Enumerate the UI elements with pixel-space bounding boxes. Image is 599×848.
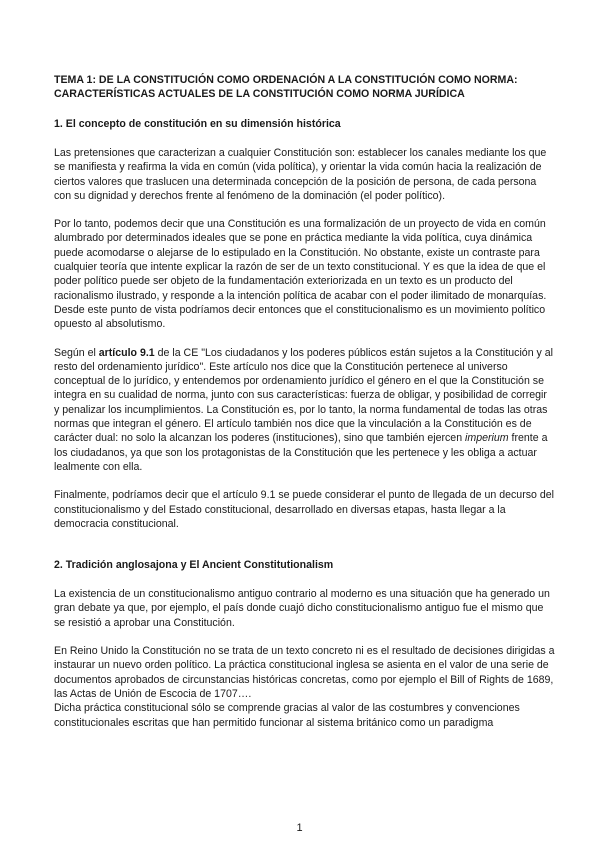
section-1-heading: 1. El concepto de constitución en su dimensión histórica <box>54 118 341 130</box>
section-2-paragraph-2: En Reino Unido la Constitución no se trata de un texto concreto ni es el resultado de decisiones dirigidas a instaurar un nuevo orden político. La práctica constitucional inglesa se asienta en el valor de una serie de documentos aprobados de circunstancias históricas concretas, como por ejemplo el Bill of Rights de 1689, las Actas de Unión de Escocia de 1707…. <box>54 645 555 700</box>
section-1-paragraph-1: Las pretensiones que caracterizan a cualquier Constitución son: establecer los canales mediante los que se manifiesta y reafirma la vida en común (vida política), y orientar la vida común hacia la realización de ciertos valores que traslucen una determinada concepción de la posición de persona, de cada persona con su dignidad y derechos frente al fenómeno de la dominación (el poder político). <box>54 147 547 202</box>
p3-body-text: de la CE "Los ciudadanos y los poderes públicos están sujetos a la Constitución y al resto del ordenamiento jurídico". Este artículo nos dice que la Constitución pertenece al universo conceptual de lo jurídico, y entendemos por ordenamiento jurídico el género en el que la Constitución se integra en su cualidad de norma, junto con sus características: fuerza de obligar, y posibilidad de corregir y penalizar los incumplimientos. La Constitución es, por lo tanto, la norma fundamental de todas las otras normas que integran el género. El artículo también nos dice que la vinculación a la Constitución es de carácter dual: no solo la alcanzan los poderes (instituciones), sino que también ejercen <box>54 346 554 445</box>
section-2-heading: 2. Tradición anglosajona y El Ancient Constitutionalism <box>54 559 334 572</box>
p3-closing-text: frente a los ciudadanos, ya que son los protagonistas de la Constitución que les pertenece y les obliga a actuar lealmente con ella. <box>54 432 548 473</box>
section-1-paragraph-3 <box>54 346 555 475</box>
section-2-paragraph-1: La existencia de un constitucionalismo antiguo contrario al moderno es una situación que ha generado un gran debate ya que, por ejemplo, el país donde cuajó dicho constitucionalismo antiguo fue el mismo que se resistió a aprobar una Constitución. <box>54 588 550 629</box>
section-2-paragraph-3: Dicha práctica constitucional sólo se comprende gracias al valor de las costumbres y convenciones constitucionales escritas que han permitido funcionar al sistema británico como un paradigma <box>54 702 520 729</box>
document-title <box>54 73 555 101</box>
section-1-paragraph-2: Por lo tanto, podemos decir que una Constitución es una formalización de un proyecto de vida en común alumbrado por determinados ideales que se pone en práctica mediante la vida política, cuya dinámica puede acomodarse o alejarse de lo estipulado en la Constitución. No obstante, existe un contraste para cualquier teoría que intente explicar la razón de ser de un texto constitucional. Y es que la idea de que el poder político puede ser objeto de la fundamentación exteriorizada en un texto es un producto del racionalismo ilustrado, y responde a la intención política de acabar con el poder ilimitado de monarquías. Desde este punto de vista podríamos decir entonces que el constitucionalismo es un movimiento político opuesto al absolutismo. <box>54 218 547 331</box>
article-reference: artículo 9.1 <box>98 346 155 359</box>
page-number: 1 <box>296 822 303 834</box>
title-line-2: CARACTERÍSTICAS ACTUALES DE LA CONSTITUCIÓN COMO NORMA JURÍDICA <box>54 88 465 100</box>
imperium-term: imperium <box>465 432 509 445</box>
title-line-1: TEMA 1: DE LA CONSTITUCIÓN COMO ORDENACIÓN A LA CONSTITUCIÓN COMO NORMA: <box>54 74 518 86</box>
p3-intro-text: Según el <box>54 346 99 359</box>
section-1-paragraph-4: Finalmente, podríamos decir que el artículo 9.1 se puede considerar el punto de llegada de un decurso del constitucionalismo y del Estado constitucional, desarrollado en diversas etapas, hasta llegar a la democracia constitucional. <box>54 489 554 530</box>
